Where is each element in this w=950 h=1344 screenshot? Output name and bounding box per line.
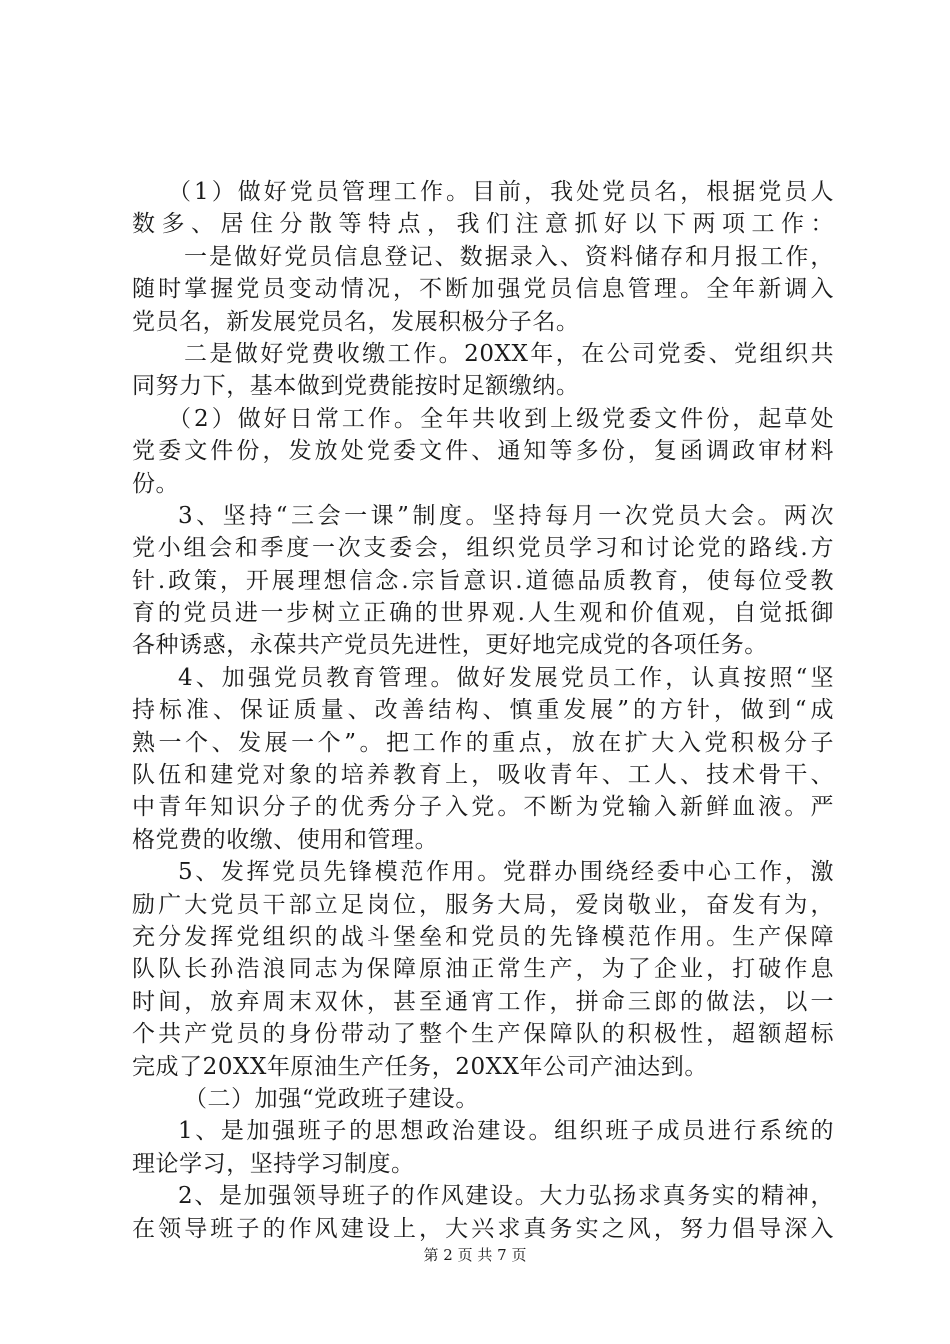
text-line: 各种诱惑，永葆共产党员先进性，更好地完成党的各项任务。 [132, 632, 768, 659]
text-line: 持标准、保证质量、改善结构、慎重发展”的方针，做到“成 [132, 697, 834, 724]
text-line: 党委文件份，发放处党委文件、通知等多份，复函调政审材料 [132, 438, 834, 465]
text-line: 5、发挥党员先锋模范作用。党群办围绕经委中心工作，激 [178, 859, 834, 886]
page-number: 第 2 页 共 7 页 [423, 1246, 527, 1264]
text-line: 个共产党员的身份带动了整个生产保障队的积极性，超额超标 [132, 1021, 834, 1048]
text-line: 中青年知识分子的优秀分子入党。不断为党输入新鲜血液。严 [132, 794, 834, 821]
text-line: 份。 [132, 470, 180, 497]
text-line: （1）做好党员管理工作。目前，我处党员名，根据党员人 [168, 179, 834, 205]
text-line: 党小组会和季度一次支委会，组织党员学习和讨论党的路线.方 [132, 535, 834, 562]
text-line: 励广大党员干部立足岗位，服务大局，爱岗敬业，奋发有为， [132, 891, 834, 918]
text-line: 1、是加强班子的思想政治建设。组织班子成员进行系统的 [178, 1118, 834, 1145]
text-line: 针.政策，开展理想信念.宗旨意识.道德品质教育，使每位受教 [132, 567, 834, 594]
text-line: 数多、居住分散等特点，我们注意抓好以下两项工作： [132, 211, 834, 238]
text-line: 3、坚持“三会一课”制度。坚持每月一次党员大会。两次 [178, 502, 834, 529]
page-footer [0, 1244, 950, 1265]
text-line: 2、是加强领导班子的作风建设。大力弘扬求真务实的精神， [178, 1183, 834, 1210]
text-line: 同努力下，基本做到党费能按时足额缴纳。 [132, 373, 580, 400]
text-line: 4、加强党员教育管理。做好发展党员工作，认真按照“坚 [178, 664, 834, 691]
text-line: 一是做好党员信息登记、数据录入、资料储存和月报工作， [184, 243, 834, 270]
text-line: 理论学习，坚持学习制度。 [132, 1150, 415, 1177]
text-line: （二）加强“党政班子建设。 [184, 1085, 479, 1112]
text-line: 充分发挥党组织的战斗堡垒和党员的先锋模范作用。生产保障 [132, 923, 834, 950]
text-line: 完成了20XX年原油生产任务，20XX年公司产油达到。 [132, 1053, 708, 1080]
text-line: 熟一个、发展一个”。把工作的重点，放在扩大入党积极分子 [132, 729, 834, 756]
text-line: 育的党员进一步树立正确的世界观.人生观和价值观，自觉抵御 [132, 600, 834, 627]
text-line: 格党费的收缴、使用和管理。 [132, 826, 439, 853]
text-line: 在领导班子的作风建设上，大兴求真务实之风，努力倡导深入 [132, 1215, 834, 1242]
document-body [132, 176, 834, 1245]
text-line: 随时掌握党员变动情况，不断加强党员信息管理。全年新调入 [132, 276, 834, 303]
text-line: 二是做好党费收缴工作。20XX年，在公司党委、党组织共 [184, 340, 834, 367]
text-line: 队队长孙浩浪同志为保障原油正常生产，为了企业，打破作息 [132, 956, 834, 983]
text-line: 时间，放弃周末双休，甚至通宵工作，拼命三郎的做法，以一 [132, 988, 834, 1015]
text-line: 党员名，新发展党员名，发展积极分子名。 [132, 308, 580, 335]
text-line: （2）做好日常工作。全年共收到上级党委文件份，起草处 [168, 405, 834, 432]
text-line: 队伍和建党对象的培养教育上，吸收青年、工人、技术骨干、 [132, 762, 834, 789]
